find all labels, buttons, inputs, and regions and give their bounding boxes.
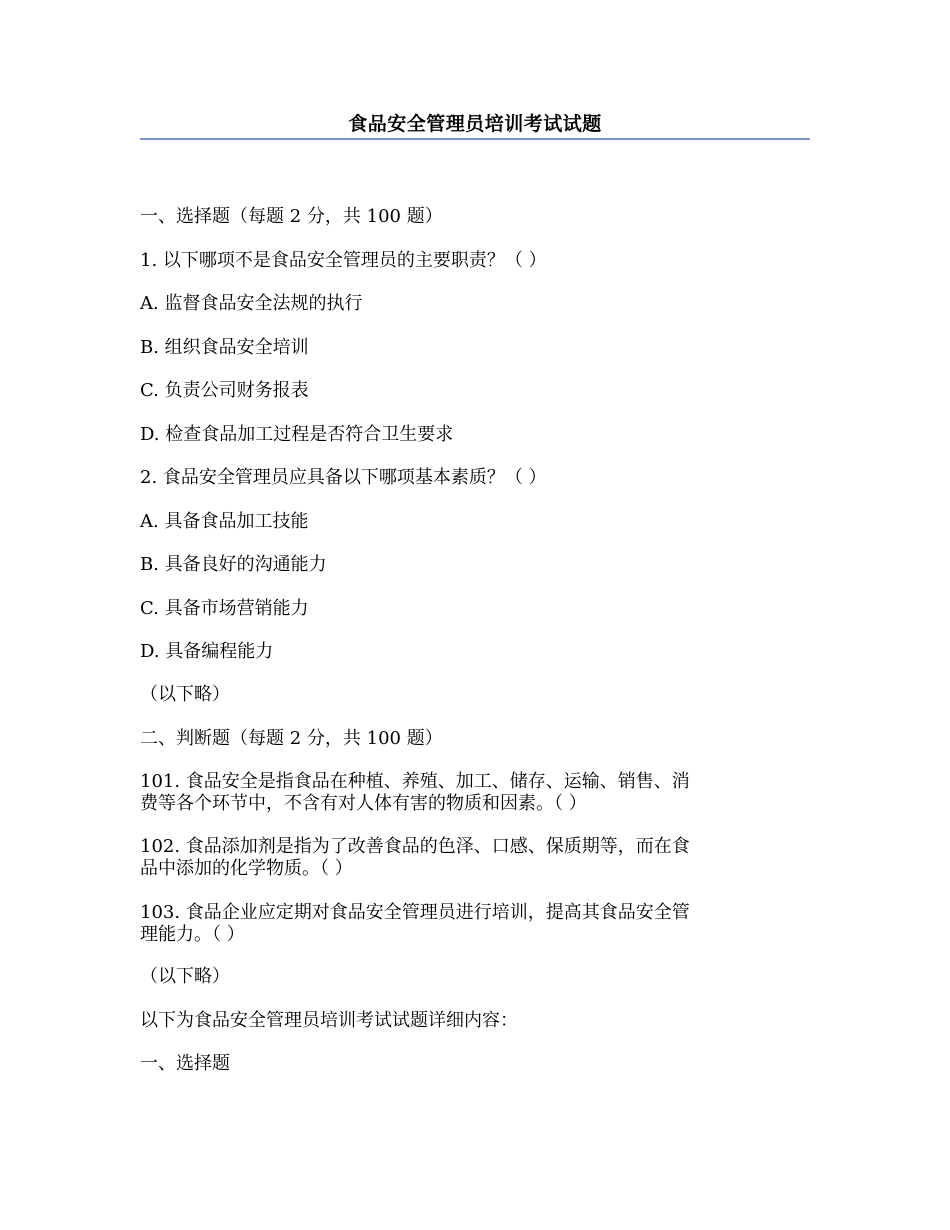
question-1-option-a: A. 监督食品安全法规的执行 — [140, 293, 363, 314]
judgment-item-103-line1: 103. 食品企业应定期对食品安全管理员进行培训，提高其食品安全管 — [140, 902, 690, 923]
question-1-option-b: B. 组织食品安全培训 — [140, 337, 309, 358]
document-title: 食品安全管理员培训考试试题 — [348, 113, 602, 135]
judgment-item-102-line1: 102. 食品添加剂是指为了改善食品的色泽、口感、保质期等，而在食 — [140, 836, 690, 857]
question-1: 1. 以下哪项不是食品安全管理员的主要职责？（ ） — [140, 250, 547, 271]
question-2-option-b: B. 具备良好的沟通能力 — [140, 554, 327, 575]
judgment-item-101-line1: 101. 食品安全是指食品在种植、养殖、加工、储存、运输、销售、消 — [140, 771, 690, 792]
question-2: 2. 食品安全管理员应具备以下哪项基本素质？（ ） — [140, 467, 547, 488]
question-1-option-d: D. 检查食品加工过程是否符合卫生要求 — [140, 424, 454, 445]
section-heading-choice-detail: 一、选择题 — [140, 1053, 230, 1074]
detail-intro: 以下为食品安全管理员培训考试试题详细内容： — [140, 1010, 518, 1031]
judgment-item-101 — [140, 771, 810, 815]
question-2-option-d: D. 具备编程能力 — [140, 641, 274, 662]
omitted-note-judgment: （以下略） — [140, 966, 230, 987]
section-heading-judgment: 二、判断题（每题 2 分，共 100 题） — [140, 728, 443, 749]
judgment-item-102 — [140, 836, 810, 880]
title-underline — [140, 138, 810, 140]
question-1-option-c: C. 负责公司财务报表 — [140, 380, 309, 401]
judgment-item-101-line2: 费等各个环节中，不含有对人体有害的物质和因素。（ ） — [140, 793, 587, 814]
judgment-item-103-line2: 理能力。（ ） — [140, 924, 245, 945]
omitted-note-choice: （以下略） — [140, 684, 230, 705]
section-heading-choice: 一、选择题（每题 2 分，共 100 题） — [140, 206, 443, 227]
question-2-option-a: A. 具备食品加工技能 — [140, 511, 309, 532]
judgment-item-102-line2: 品中添加的化学物质。（ ） — [140, 858, 353, 879]
judgment-item-103 — [140, 902, 810, 946]
question-2-option-c: C. 具备市场营销能力 — [140, 598, 309, 619]
